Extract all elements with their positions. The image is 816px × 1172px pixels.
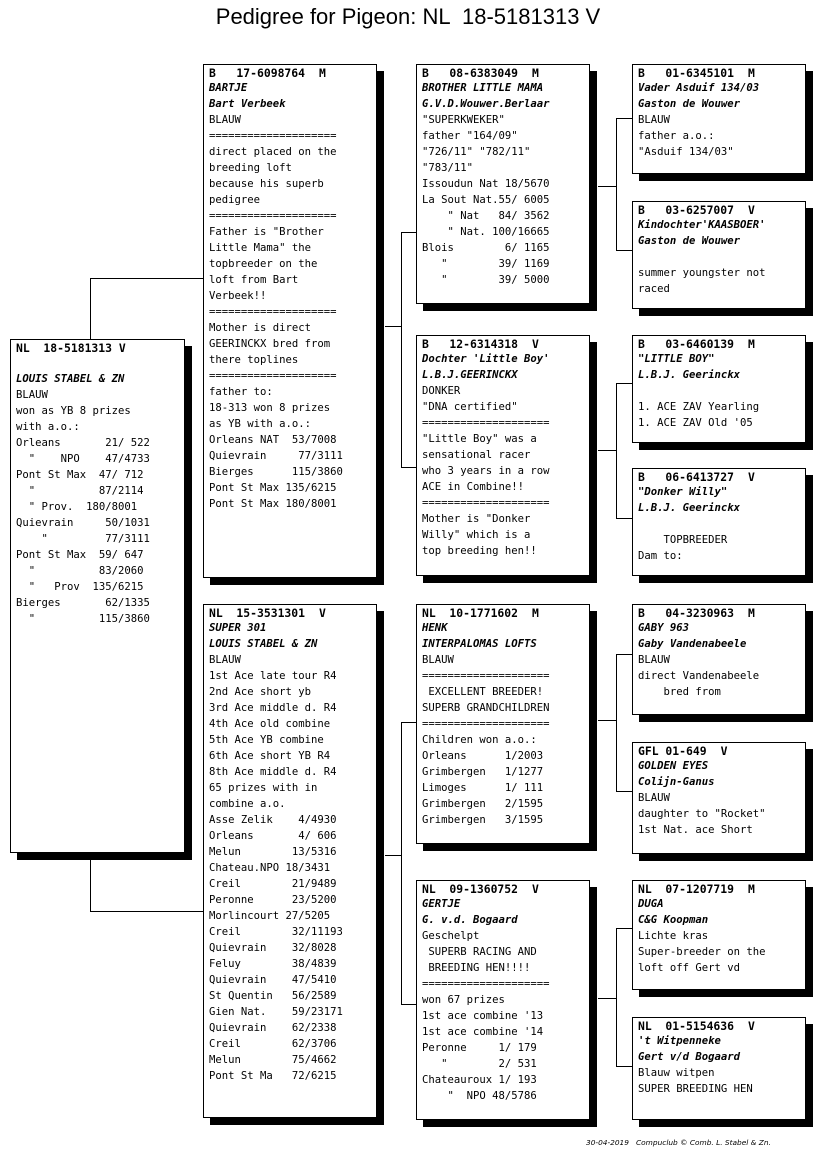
pigeon-info-line: BLAUW bbox=[422, 654, 454, 666]
pigeon-name-line: L.B.J. Geerinckx bbox=[638, 502, 741, 514]
pigeon-header bbox=[422, 606, 584, 620]
pigeon-info-line: Creil 62/3706 bbox=[209, 1038, 337, 1050]
ring-number: B 01-6345101 bbox=[638, 66, 735, 80]
ring-number: B 17-6098764 bbox=[209, 66, 306, 80]
pigeon-name-line: SUPER 301 bbox=[209, 622, 267, 634]
pigeon-info-line: daughter to "Rocket" bbox=[638, 808, 766, 820]
ring-number: NL 15-3531301 bbox=[209, 606, 306, 620]
pigeon-info-line: Orleans NAT 53/7008 bbox=[209, 434, 337, 446]
pigeon-info-line: Quievrain 62/2338 bbox=[209, 1022, 337, 1034]
pigeon-info-line: Feluy 38/4839 bbox=[209, 958, 337, 970]
sex-code: V bbox=[532, 882, 539, 896]
pigeon-card-mm bbox=[416, 880, 590, 1120]
pigeon-info-line bbox=[638, 516, 800, 532]
pigeon-info-line: Morlincourt 27/5205 bbox=[209, 910, 331, 922]
pigeon-info-line: Mother is "Donker bbox=[422, 513, 531, 525]
pigeon-name-line: L.B.J.GEERINCKX bbox=[422, 369, 518, 381]
sex-code: M bbox=[532, 606, 539, 620]
pigeon-info-line: breeding loft bbox=[209, 162, 292, 174]
pigeon-name-line: GOLDEN EYES bbox=[638, 760, 709, 772]
pigeon-name-line: Bart Verbeek bbox=[209, 98, 286, 110]
pigeon-info-line: 6th Ace short YB R4 bbox=[209, 750, 331, 762]
sex-code: V bbox=[748, 1019, 755, 1033]
pigeon-info-line: " Nat. 100/16665 bbox=[422, 226, 550, 238]
pigeon-info-line: ==================== bbox=[422, 670, 550, 682]
footer-credit: 30-04-2019 Compuclub © Comb. L. Stabel & Zn. bbox=[586, 1138, 771, 1147]
pigeon-header bbox=[209, 66, 371, 80]
pigeon-info-line: summer youngster not bbox=[638, 267, 766, 279]
pigeon-info-line: father a.o.: bbox=[638, 130, 715, 142]
sex-code: M bbox=[748, 882, 755, 896]
pigeon-name-line: Gaston de Wouwer bbox=[638, 235, 741, 247]
pigeon-info-line: BLAUW bbox=[638, 654, 670, 666]
pigeon-info-line: who 3 years in a row bbox=[422, 465, 550, 477]
pigeon-info-line: as YB with a.o.: bbox=[209, 418, 312, 430]
pigeon-info-line: Orleans 4/ 606 bbox=[209, 830, 337, 842]
ring-number: B 06-6413727 bbox=[638, 470, 735, 484]
pigeon-name-line: INTERPALOMAS LOFTS bbox=[422, 638, 537, 650]
pigeon-info-line: Pont St Max 47/ 712 bbox=[16, 469, 144, 481]
pigeon-info-line: Melun 13/5316 bbox=[209, 846, 337, 858]
pigeon-info-line: 5th Ace YB combine bbox=[209, 734, 324, 746]
pigeon-header bbox=[638, 470, 800, 484]
pigeon-name-line: L.B.J. Geerinckx bbox=[638, 369, 741, 381]
pigeon-info-line: 1st ace combine '13 bbox=[422, 1010, 544, 1022]
pigeon-info-line: ==================== bbox=[209, 130, 337, 142]
pigeon-info-line: topbreeder on the bbox=[209, 258, 318, 270]
pigeon-info-line: Grimbergen 2/1595 bbox=[422, 798, 544, 810]
pigeon-info-line: " 39/ 5000 bbox=[422, 274, 550, 286]
pigeon-name-line: "Donker Willy" bbox=[638, 486, 728, 498]
pigeon-info-line: BLAUW bbox=[638, 792, 670, 804]
sex-code: V bbox=[748, 203, 755, 217]
pigeon-header bbox=[638, 1019, 800, 1033]
pigeon-info-line: EXCELLENT BREEDER! bbox=[422, 686, 544, 698]
pigeon-info-line: raced bbox=[638, 283, 670, 295]
pigeon-name-line: Vader Asduif 134/03 bbox=[638, 82, 760, 94]
pigeon-info-line: BLAUW bbox=[209, 654, 241, 666]
pigeon-info-line: Grimbergen 3/1595 bbox=[422, 814, 544, 826]
pigeon-name-line: DUGA bbox=[638, 898, 664, 910]
pigeon-info-line: 3rd Ace middle d. R4 bbox=[209, 702, 337, 714]
pigeon-info-line: won 67 prizes bbox=[422, 994, 505, 1006]
pigeon-header bbox=[638, 337, 800, 351]
ring-number: NL 09-1360752 bbox=[422, 882, 519, 896]
pigeon-info-line: Orleans 1/2003 bbox=[422, 750, 544, 762]
pigeon-info-line bbox=[16, 355, 179, 371]
pigeon-card-fmf bbox=[632, 335, 806, 443]
pigeon-info-line: Quievrain 50/1031 bbox=[16, 517, 150, 529]
pigeon-info-line: 1. ACE ZAV Yearling bbox=[638, 401, 760, 413]
pigeon-info-line: Limoges 1/ 111 bbox=[422, 782, 544, 794]
pigeon-info-line: Pont St Max 135/6215 bbox=[209, 482, 337, 494]
pigeon-info-line: Pont St Max 180/8001 bbox=[209, 498, 337, 510]
sex-code: V bbox=[319, 606, 326, 620]
pigeon-name-line: LOUIS STABEL & ZN bbox=[16, 373, 125, 385]
pigeon-info-line: Verbeek!! bbox=[209, 290, 267, 302]
pigeon-card-mfm bbox=[632, 742, 806, 854]
sex-code: M bbox=[532, 66, 539, 80]
pigeon-info-line: 1. ACE ZAV Old '05 bbox=[638, 417, 753, 429]
pigeon-header bbox=[422, 337, 584, 351]
pigeon-info-line: Super-breeder on the bbox=[638, 946, 766, 958]
ring-number: B 03-6257007 bbox=[638, 203, 735, 217]
pigeon-name-line: HENK bbox=[422, 622, 448, 634]
ring-number: NL 01-5154636 bbox=[638, 1019, 735, 1033]
pigeon-info-line: Melun 75/4662 bbox=[209, 1054, 337, 1066]
pigeon-name-line: G. v.d. Bogaard bbox=[422, 914, 518, 926]
sex-code: V bbox=[748, 470, 755, 484]
pigeon-info-line: BREEDING HEN!!!! bbox=[422, 962, 531, 974]
pigeon-info-line: Children won a.o.: bbox=[422, 734, 537, 746]
pigeon-info-line: " 77/3111 bbox=[16, 533, 150, 545]
pigeon-card-mmm bbox=[632, 1017, 806, 1120]
pigeon-info-line: 4th Ace old combine bbox=[209, 718, 331, 730]
sex-code: M bbox=[748, 337, 755, 351]
pigeon-name-line: BROTHER LITTLE MAMA bbox=[422, 82, 544, 94]
pigeon-name-line: Dochter 'Little Boy' bbox=[422, 353, 550, 365]
pigeon-info-line: pedigree bbox=[209, 194, 261, 206]
sex-code: M bbox=[319, 66, 326, 80]
pigeon-info-line: " 83/2060 bbox=[16, 565, 144, 577]
pigeon-card-mff bbox=[632, 604, 806, 715]
pigeon-info-line: 65 prizes with in bbox=[209, 782, 318, 794]
pigeon-info-line: " Prov 135/6215 bbox=[16, 581, 144, 593]
pigeon-info-line: La Sout Nat.55/ 6005 bbox=[422, 194, 550, 206]
pigeon-info-line: "783/11" bbox=[422, 162, 474, 174]
pigeon-info-line bbox=[638, 249, 800, 265]
pigeon-info-line: Quievrain 32/8028 bbox=[209, 942, 337, 954]
pigeon-info-line: " NPO 47/4733 bbox=[16, 453, 150, 465]
sex-code: V bbox=[720, 744, 728, 758]
pigeon-info-line: father to: bbox=[209, 386, 273, 398]
pigeon-info-line: TOPBREEDER bbox=[638, 534, 728, 546]
pigeon-info-line: Creil 32/11193 bbox=[209, 926, 343, 938]
pigeon-info-line: Quievrain 77/3111 bbox=[209, 450, 343, 462]
ring-number: B 12-6314318 bbox=[422, 337, 519, 351]
pigeon-info-line: direct placed on the bbox=[209, 146, 337, 158]
pigeon-info-line: ==================== bbox=[209, 210, 337, 222]
pigeon-info-line: Peronne 23/5200 bbox=[209, 894, 337, 906]
pigeon-name-line: "LITTLE BOY" bbox=[638, 353, 715, 365]
pigeon-info-line: bred from bbox=[638, 686, 721, 698]
pigeon-info-line: 2nd Ace short yb bbox=[209, 686, 312, 698]
pigeon-info-line: DONKER bbox=[422, 385, 461, 397]
pigeon-name-line: C&G Koopman bbox=[638, 914, 709, 926]
pigeon-card-ff bbox=[416, 64, 590, 304]
pigeon-info-line: Quievrain 47/5410 bbox=[209, 974, 337, 986]
ring-number: NL 07-1207719 bbox=[638, 882, 735, 896]
pigeon-info-line: ==================== bbox=[422, 978, 550, 990]
pigeon-info-line: Blois 6/ 1165 bbox=[422, 242, 550, 254]
pigeon-name-line: G.V.D.Wouwer.Berlaar bbox=[422, 98, 550, 110]
pigeon-info-line: BLAUW bbox=[638, 114, 670, 126]
pigeon-info-line: Bierges 115/3860 bbox=[209, 466, 343, 478]
pigeon-header bbox=[638, 606, 800, 620]
pigeon-info-line: Asse Zelik 4/4930 bbox=[209, 814, 337, 826]
ring-number: B 04-3230963 bbox=[638, 606, 735, 620]
pigeon-name-line: Kindochter'KAASBOER' bbox=[638, 219, 766, 231]
pigeon-info-line: "DNA certified" bbox=[422, 401, 518, 413]
pigeon-info-line: sensational racer bbox=[422, 449, 531, 461]
pigeon-info-line bbox=[638, 383, 800, 399]
pigeon-name-line: Gaby Vandenabeele bbox=[638, 638, 747, 650]
pigeon-card-mother bbox=[203, 604, 377, 1118]
sex-code: M bbox=[748, 66, 755, 80]
pigeon-info-line: Chateauroux 1/ 193 bbox=[422, 1074, 537, 1086]
pigeon-info-line: ==================== bbox=[422, 718, 550, 730]
pigeon-info-line: " 87/2114 bbox=[16, 485, 144, 497]
pigeon-card-fm bbox=[416, 335, 590, 576]
pigeon-info-line: ==================== bbox=[422, 417, 550, 429]
pigeon-info-line: direct Vandenabeele bbox=[638, 670, 760, 682]
pigeon-info-line: ACE in Combine!! bbox=[422, 481, 525, 493]
pigeon-info-line: 18-313 won 8 prizes bbox=[209, 402, 331, 414]
pigeon-info-line: Issoudun Nat 18/5670 bbox=[422, 178, 550, 190]
pigeon-info-line: St Quentin 56/2589 bbox=[209, 990, 337, 1002]
pigeon-card-ffm bbox=[632, 201, 806, 309]
pigeon-card-father bbox=[203, 64, 377, 578]
pigeon-card-mf bbox=[416, 604, 590, 844]
pigeon-card-mmf bbox=[632, 880, 806, 990]
pigeon-info-line: Blauw witpen bbox=[638, 1067, 715, 1079]
pigeon-info-line: " 115/3860 bbox=[16, 613, 150, 625]
sex-code: M bbox=[748, 606, 755, 620]
pigeon-info-line: " Prov. 180/8001 bbox=[16, 501, 138, 513]
pigeon-info-line: "Little Boy" was a bbox=[422, 433, 537, 445]
pigeon-name-line: Colijn-Ganus bbox=[638, 776, 715, 788]
pigeon-header bbox=[638, 203, 800, 217]
pigeon-info-line: Father is "Brother bbox=[209, 226, 324, 238]
pigeon-info-line: " 39/ 1169 bbox=[422, 258, 550, 270]
pigeon-info-line: loft off Gert vd bbox=[638, 962, 741, 974]
pigeon-info-line: Bierges 62/1335 bbox=[16, 597, 150, 609]
pigeon-info-line: ==================== bbox=[209, 370, 337, 382]
pigeon-info-line: Willy" which is a bbox=[422, 529, 531, 541]
ring-number: B 03-6460139 bbox=[638, 337, 735, 351]
pigeon-info-line: "SUPERKWEKER" bbox=[422, 114, 505, 126]
pigeon-info-line: " NPO 48/5786 bbox=[422, 1090, 537, 1102]
pigeon-header bbox=[209, 606, 371, 620]
pigeon-info-line: with a.o.: bbox=[16, 421, 80, 433]
pigeon-info-line: Pont St Ma 72/6215 bbox=[209, 1070, 337, 1082]
pigeon-info-line: SUPERB GRANDCHILDREN bbox=[422, 702, 550, 714]
pigeon-info-line: Geschelpt bbox=[422, 930, 480, 942]
ring-number: NL 18-5181313 V bbox=[16, 341, 126, 355]
pigeon-info-line: BLAUW bbox=[16, 389, 48, 401]
pigeon-info-line: GEERINCKX bred from bbox=[209, 338, 331, 350]
pigeon-info-line: there toplines bbox=[209, 354, 299, 366]
pigeon-header bbox=[422, 882, 584, 896]
pigeon-info-line: 8th Ace middle d. R4 bbox=[209, 766, 337, 778]
pigeon-info-line: " Nat 84/ 3562 bbox=[422, 210, 550, 222]
pigeon-info-line: Mother is direct bbox=[209, 322, 312, 334]
pigeon-name-line: 't Witpenneke bbox=[638, 1035, 721, 1047]
pigeon-info-line: "Asduif 134/03" bbox=[638, 146, 734, 158]
sex-code bbox=[140, 341, 147, 355]
ring-number: GFL 01-649 bbox=[638, 744, 707, 758]
ring-number: NL 10-1771602 bbox=[422, 606, 519, 620]
pigeon-card-subject bbox=[10, 339, 185, 853]
pigeon-info-line: Creil 21/9489 bbox=[209, 878, 337, 890]
pigeon-name-line: GABY 963 bbox=[638, 622, 690, 634]
pigeon-info-line: "726/11" "782/11" bbox=[422, 146, 531, 158]
pigeon-header bbox=[638, 744, 800, 758]
pigeon-info-line: BLAUW bbox=[209, 114, 241, 126]
pigeon-header bbox=[638, 882, 800, 896]
pigeon-info-line: ==================== bbox=[422, 497, 550, 509]
pigeon-info-line: because his superb bbox=[209, 178, 324, 190]
pigeon-header bbox=[422, 66, 584, 80]
pigeon-info-line: " 2/ 531 bbox=[422, 1058, 537, 1070]
pigeon-info-line: ==================== bbox=[209, 306, 337, 318]
pigeon-info-line: loft from Bart bbox=[209, 274, 299, 286]
pigeon-info-line: top breeding hen!! bbox=[422, 545, 537, 557]
pigeon-info-line: Pont St Max 59/ 647 bbox=[16, 549, 144, 561]
pigeon-card-fmm bbox=[632, 468, 806, 576]
ring-number: B 08-6383049 bbox=[422, 66, 519, 80]
pigeon-card-fff bbox=[632, 64, 806, 174]
pigeon-name-line: Gert v/d Bogaard bbox=[638, 1051, 741, 1063]
pigeon-info-line: Peronne 1/ 179 bbox=[422, 1042, 537, 1054]
pigeon-info-line: Orleans 21/ 522 bbox=[16, 437, 150, 449]
pigeon-info-line: combine a.o. bbox=[209, 798, 286, 810]
pigeon-name-line: GERTJE bbox=[422, 898, 461, 910]
pigeon-info-line: father "164/09" bbox=[422, 130, 518, 142]
pigeon-info-line: 1st Nat. ace Short bbox=[638, 824, 753, 836]
pigeon-name-line: LOUIS STABEL & ZN bbox=[209, 638, 318, 650]
pigeon-header bbox=[16, 341, 179, 355]
pigeon-info-line: SUPERB RACING AND bbox=[422, 946, 537, 958]
pigeon-info-line: won as YB 8 prizes bbox=[16, 405, 131, 417]
pigeon-info-line: Chateau.NPO 18/3431 bbox=[209, 862, 331, 874]
pigeon-info-line: Grimbergen 1/1277 bbox=[422, 766, 544, 778]
pigeon-info-line: Dam to: bbox=[638, 550, 683, 562]
pigeon-info-line: SUPER BREEDING HEN bbox=[638, 1083, 753, 1095]
page-title: Pedigree for Pigeon: NL 18-5181313 V bbox=[215, 4, 601, 29]
sex-code: V bbox=[532, 337, 539, 351]
pigeon-header bbox=[638, 66, 800, 80]
pigeon-info-line: 1st Ace late tour R4 bbox=[209, 670, 337, 682]
pigeon-name-line: Gaston de Wouwer bbox=[638, 98, 741, 110]
pigeon-name-line: BARTJE bbox=[209, 82, 248, 94]
pigeon-info-line: Lichte kras bbox=[638, 930, 709, 942]
pigeon-info-line: Little Mama" the bbox=[209, 242, 312, 254]
pigeon-info-line: Gien Nat. 59/23171 bbox=[209, 1006, 343, 1018]
pigeon-info-line: 1st ace combine '14 bbox=[422, 1026, 544, 1038]
